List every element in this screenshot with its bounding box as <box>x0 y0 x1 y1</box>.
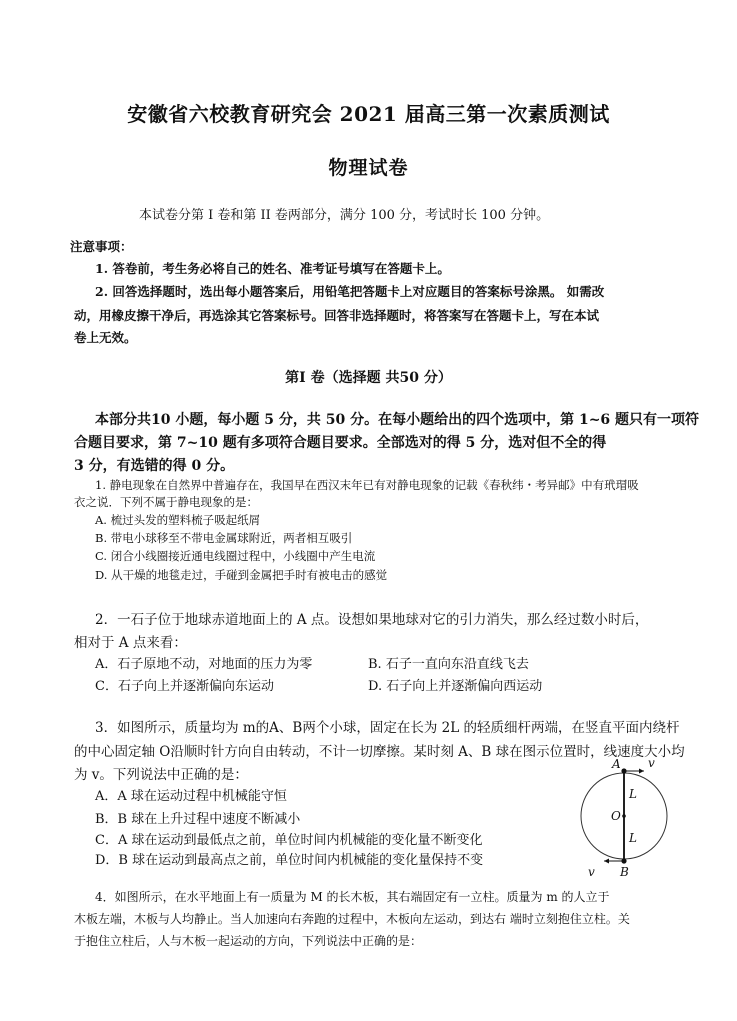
q3-label-l-bottom: L <box>629 831 637 845</box>
notes-heading: 注意事项： <box>70 239 133 254</box>
q3-label-b: B <box>620 865 629 879</box>
q1-option-a: A. 梳过头发的塑料梳子吸起纸屑 <box>95 513 261 527</box>
q2-stem-line-2: 相对于 A 点来看： <box>74 635 187 651</box>
q3-stem-line-2: 的中心固定轴 O沿顺时针方向自由转动，不计一切摩擦。某时刻 A、B 球在图示位置时，线速度大小均 <box>74 744 685 760</box>
q4-stem-line-1: 4．如图所示，在水平地面上有一质量为 M 的长木板，其右端固定有一立柱。质量为 m 的人立于 <box>95 890 610 904</box>
q3-option-a: A．A 球在运动过程中机械能守恒 <box>95 789 287 804</box>
q3-label-v-top: v <box>648 756 655 770</box>
exam-intro: 本试卷分第 I 卷和第 II 卷两部分，满分 100 分，考试时长 100 分钟。 <box>139 208 550 223</box>
q3-option-b: B．B 球在上升过程中速度不断减小 <box>95 812 301 827</box>
note-item-2-line-3: 卷上无效。 <box>74 330 137 345</box>
q3-arrow-left-icon <box>604 859 609 864</box>
q3-rotating-rod-figure <box>574 752 684 882</box>
note-item-2-line-2: 动，用橡皮擦干净后，再选涂其它答案标号。回答非选择题时，将答案写在答题卡上，写在本试 <box>74 308 600 323</box>
q3-option-d: D．B 球在运动到最高点之前，单位时间内机械能的变化量保持不变 <box>95 853 484 868</box>
q1-option-d: D. 从干燥的地毯走过，手碰到金属把手时有被电击的感觉 <box>95 568 388 582</box>
q3-label-l-top: L <box>629 787 637 801</box>
q1-stem-line-1: 1. 静电现象在自然界中普遍存在，我国早在西汉末年已有对静电现象的记载《春秋纬・考异邮》中有玳瑁吸 <box>95 478 639 492</box>
q4-stem-line-2: 木板左端，木板与人均静止。当人加速向右奔跑的过程中，木板向左运动，到达右 端时立刻抱住立柱。关 <box>74 912 630 926</box>
q1-option-c: C. 闭合小线圈接近通电线圈过程中，小线圈中产生电流 <box>95 549 376 563</box>
q2-stem-line-1: 2．一石子位于地球赤道地面上的 A 点。设想如果地球对它的引力消失，那么经过数小时后， <box>95 612 649 628</box>
q3-stem-line-3: 为 v。下列说法中正确的是： <box>74 767 248 783</box>
q3-stem-line-1: 3．如图所示，质量均为 m的A、B两个小球，固定在长为 2L 的轻质细杆两端，在竖直平面内绕杆 <box>95 720 680 736</box>
q3-option-c: C．A 球在运动到最低点之前，单位时间内机械能的变化量不断变化 <box>95 833 483 848</box>
q3-axis-o <box>622 814 626 818</box>
q3-label-v-bottom: v <box>588 865 595 879</box>
q2-option-d: D. 石子向上并逐渐偏向西运动 <box>368 679 543 694</box>
note-item-1: 1. 答卷前，考生务必将自己的姓名、准考证号填写在答题卡上。 <box>95 261 450 276</box>
q3-arrow-right-icon <box>639 769 644 774</box>
q2-option-b: B. 石子一直向东沿直线飞去 <box>368 657 529 672</box>
subject-title: 物理试卷 <box>328 157 409 179</box>
section-title: 第I 卷（选择题 共50 分） <box>285 370 452 386</box>
q3-label-a: A <box>612 757 621 771</box>
q1-option-b: B. 带电小球移至不带电金属球附近，两者相互吸引 <box>95 531 353 545</box>
q1-stem-line-2: 衣之说．下列不属于静电现象的是： <box>74 495 258 509</box>
section-desc-line-3: 3 分，有选错的得 0 分。 <box>74 458 235 474</box>
q2-option-c: C．石子向上并逐渐偏向东运动 <box>95 679 274 694</box>
section-desc-line-2: 合题目要求，第 7~10 题有多项符合题目要求。全部选对的得 5 分，选对但不全的得 <box>74 435 607 451</box>
note-item-2-line-1: 2. 回答选择题时，选出每小题答案后，用铅笔把答题卡上对应题目的答案标号涂黑。 如需改 <box>95 284 605 299</box>
section-desc-line-1: 本部分共10 小题，每小题 5 分，共 50 分。在每小题给出的四个选项中，第 1~6 题只有一项符 <box>95 412 700 428</box>
exam-title: 安徽省六校教育研究会 2021 届高三第一次素质测试 <box>127 102 610 126</box>
q4-stem-line-3: 于抱住立柱后，人与木板一起运动的方向，下列说法中正确的是： <box>74 934 423 948</box>
q3-label-o: O <box>611 809 621 823</box>
q2-option-a: A．石子原地不动，对地面的压力为零 <box>95 657 313 672</box>
